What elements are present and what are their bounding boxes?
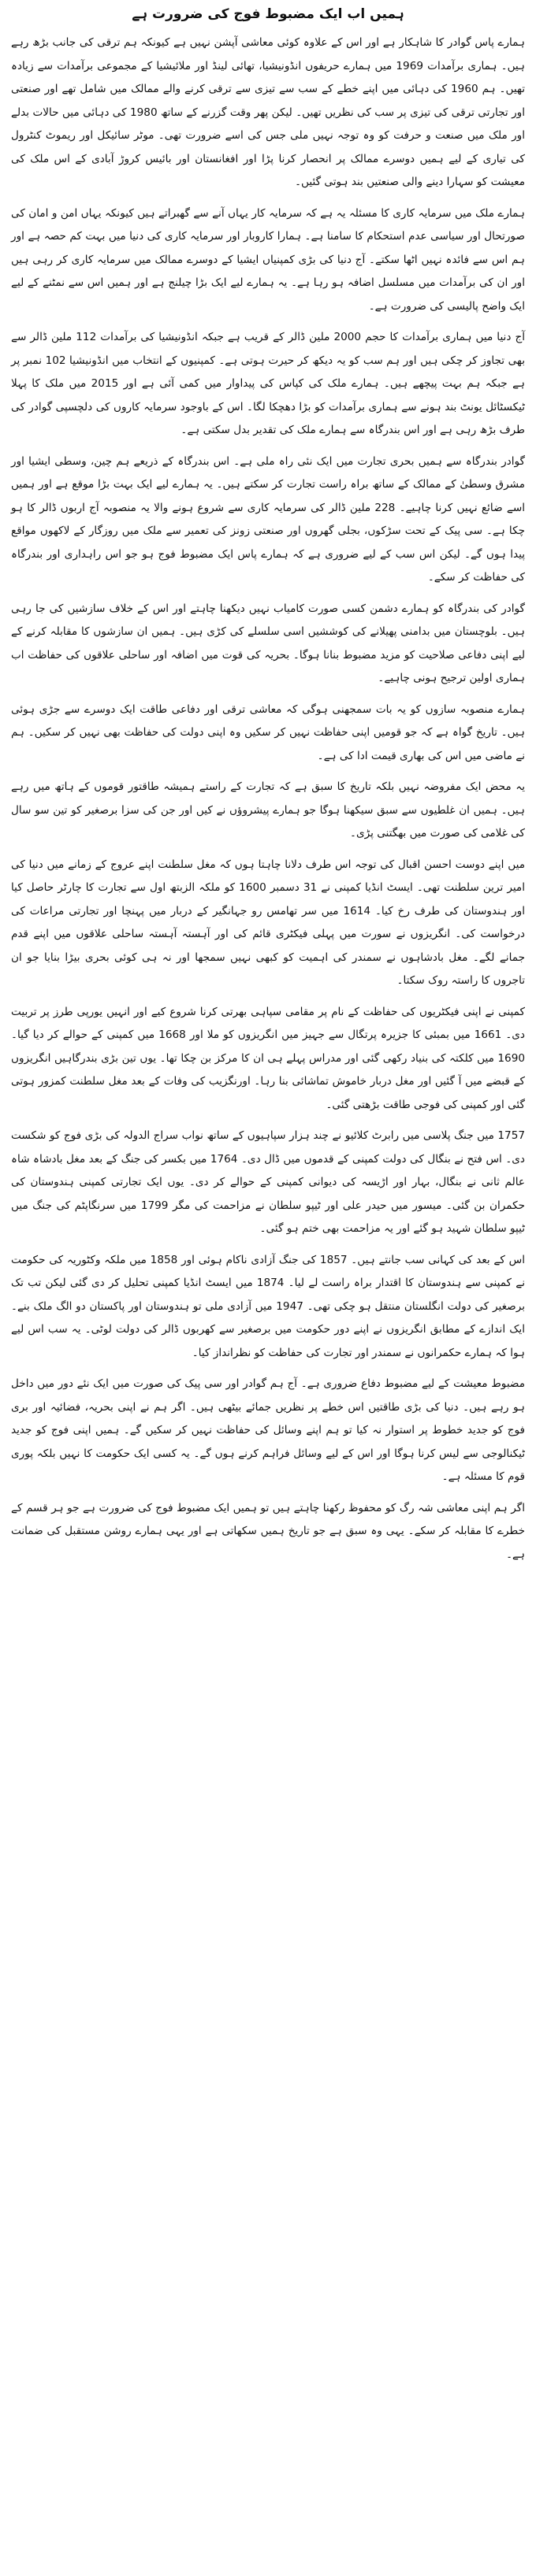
article-paragraph: مضبوط معیشت کے لیے مضبوط دفاع ضروری ہے۔ آج ہم گوادر اور سی پیک کی صورت میں ایک نئے دور میں داخل ہو رہے ہیں۔ دنیا کی بڑی طاقتیں اس خطے پر نظریں جمائے بیٹھی ہیں۔ اگر ہم نے اپنی بحریہ، فضائیہ اور بری فوج کو جدید خطوط پر استوار نہ کیا تو ہم اپنے وسائل کی حفاظت نہیں کر سکیں گے۔ ہمیں اپنی فوج کو جدید ٹیکنالوجی سے لیس کرنا ہوگا اور اس کے لیے وسائل فراہم کرنے ہوں گے۔ یہ کسی ایک حکومت کا نہیں بلکہ پوری قوم کا مسئلہ ہے۔	[11, 1377, 525, 1483]
article-paragraph: ہمارے پاس گوادر کا شاہکار ہے اور اس کے علاوہ کوئی معاشی آپشن نہیں ہے کیونکہ ہم ترقی کی جانب بڑھ رہے ہیں۔ ہماری برآمدات 1969 میں ہمارے حریفوں انڈونیشیا، تھائی لینڈ اور ملائیشیا کے مجموعی برآمدات سے زیادہ تھیں۔ ہم 1960 کی دہائی میں اپنے خطے کے سب سے تیزی سے ترقی کرنے والے ممالک میں شامل تھے اور صنعتی اور تجارتی ترقی کی تیزی پر سب کی نظریں تھیں۔ لیکن پھر وقت گزرنے کے ساتھ 1980 کی دہائی میں حالات بدلے اور ملک میں صنعت و حرفت کو وہ توجہ نہیں ملی جس کی اسے ضرورت تھی۔ موٹر سائیکل اور ریموٹ کنٹرول کی تیاری کے لیے ہمیں دوسرے ممالک پر انحصار کرنا پڑا اور افغانستان اور بائیس کروڑ آبادی کے اس ملک کی معیشت کو سہارا دینے والی صنعتیں بند ہوتی گئیں۔	[11, 36, 526, 188]
article-paragraph: ہمارے منصوبہ سازوں کو یہ بات سمجھنی ہوگی کہ معاشی ترقی اور دفاعی طاقت ایک دوسرے سے جڑی ہوئی ہیں۔ تاریخ گواہ ہے کہ جو قومیں اپنی حفاظت نہیں کر سکیں وہ اپنی دولت کی حفاظت بھی نہیں کر سکیں۔ ہم نے ماضی میں اس کی بھاری قیمت ادا کی ہے۔	[11, 702, 525, 762]
article-paragraph: گوادر بندرگاہ سے ہمیں بحری تجارت میں ایک نئی راہ ملی ہے۔ اس بندرگاہ کے ذریعے ہم چین، وسطی ایشیا اور مشرق وسطیٰ کے ممالک کے ساتھ براہ راست تجارت کر سکتے ہیں۔ یہ ہمارے لیے ایک بہت بڑا موقع ہے اور ہمیں اسے ضائع نہیں کرنا چاہیے۔ 228 ملین ڈالر کی سرمایہ کاری سے شروع ہونے والا یہ منصوبہ آج اربوں ڈالر کا ہو چکا ہے۔ سی پیک کے تحت سڑکوں، بجلی گھروں اور صنعتی زونز کی تعمیر سے ملک میں روزگار کے لاکھوں مواقع پیدا ہوں گے۔ لیکن اس سب کے لیے ضروری ہے کہ ہمارے پاس ایک مضبوط فوج ہو جو اس راہداری اور بندرگاہ کی حفاظت کر سکے۔	[11, 454, 525, 584]
article-paragraph: یہ محض ایک مفروضہ نہیں بلکہ تاریخ کا سبق ہے کہ تجارت کے راستے ہمیشہ طاقتور قوموں کے ہاتھ میں رہے ہیں۔ ہمیں ان غلطیوں سے سبق سیکھنا ہوگا جو ہمارے پیشروؤں نے کیں اور جن کی سزا برصغیر کو تین سو سال کی غلامی کی صورت میں بھگتنی پڑی۔	[11, 780, 525, 840]
article-paragraph: آج دنیا میں ہماری برآمدات کا حجم 2000 ملین ڈالر کے قریب ہے جبکہ انڈونیشیا کی برآمدات 112 ملین ڈالر سے بھی تجاوز کر چکی ہیں اور ہم سب کو یہ دیکھ کر حیرت ہوتی ہے۔ کمپنیوں کے انتخاب میں انڈونیشیا 102 نمبر پر ہے جبکہ ہم بہت پیچھے ہیں۔ ہمارے ملک کی کپاس کی پیداوار میں کمی آئی ہے اور 2015 میں ملک کا پہلا ٹیکسٹائل یونٹ بند ہونے سے ہماری برآمدات کو بڑا دھچکا لگا۔ اس کے باوجود سرمایہ کاروں کی دلچسپی گوادر کی طرف بڑھ رہی ہے اور اس بندرگاہ سے ہمارے ملک کی تقدیر بدل سکتی ہے۔	[11, 331, 526, 436]
article-paragraph: اس کے بعد کی کہانی سب جانتے ہیں۔ 1857 کی جنگ آزادی ناکام ہوئی اور 1858 میں ملکہ وکٹوریہ کی حکومت نے کمپنی سے ہندوستان کا اقتدار براہ راست لے لیا۔ 1874 میں ایسٹ انڈیا کمپنی تحلیل کر دی گئی لیکن تب تک برصغیر کی دولت انگلستان منتقل ہو چکی تھی۔ 1947 میں آزادی ملی تو ہندوستان اور پاکستان دو الگ ملک بنے۔ ایک اندازے کے مطابق انگریزوں نے اپنے دور حکومت میں برصغیر سے کھربوں ڈالر کی دولت لوٹی۔ یہ سب اس لیے ہوا کہ ہمارے حکمرانوں نے سمندر اور تجارت کی حفاظت کو نظرانداز کیا۔	[11, 1253, 525, 1359]
article-paragraph: کمپنی نے اپنی فیکٹریوں کی حفاظت کے نام پر مقامی سپاہی بھرتی کرنا شروع کیے اور انہیں یورپی طرز پر تربیت دی۔ 1661 میں بمبئی کا جزیرہ پرتگال سے جہیز میں انگریزوں کو ملا اور 1668 میں کمپنی کے حوالے کر دیا گیا۔ 1690 میں کلکتہ کی بنیاد رکھی گئی اور مدراس پہلے ہی ان کا مرکز بن چکا تھا۔ یوں تین بڑی بندرگاہیں انگریزوں کے قبضے میں آ گئیں اور مغل دربار خاموش تماشائی بنا رہا۔ اورنگزیب کی وفات کے بعد مغل سلطنت کمزور ہوتی گئی اور کمپنی کی فوجی طاقت بڑھتی گئی۔	[11, 1005, 525, 1111]
article-paragraph: میں اپنے دوست احسن اقبال کی توجہ اس طرف دلانا چاہتا ہوں کہ مغل سلطنت اپنے عروج کے زمانے میں دنیا کی امیر ترین سلطنت تھی۔ ایسٹ انڈیا کمپنی نے 31 دسمبر 1600 کو ملکہ الزبتھ اول سے تجارت کا چارٹر حاصل کیا اور ہندوستان کی طرف رخ کیا۔ 1614 میں سر تھامس رو جہانگیر کے دربار میں پہنچا اور تجارتی مراعات کی درخواست کی۔ انگریزوں نے سورت میں پہلی فیکٹری قائم کی اور آہستہ آہستہ ساحلی علاقوں میں اپنے قدم جمانے لگے۔ مغل بادشاہوں نے سمندر کی اہمیت کو کبھی نہیں سمجھا اور نہ ہی کوئی بحری بیڑا بنایا جو ان تاجروں کا راستہ روک سکتا۔	[11, 858, 526, 987]
article-paragraph: 1757 میں جنگ پلاسی میں رابرٹ کلائیو نے چند ہزار سپاہیوں کے ساتھ نواب سراج الدولہ کی بڑی فوج کو شکست دی۔ اس فتح نے بنگال کی دولت کمپنی کے قدموں میں ڈال دی۔ 1764 میں بکسر کی جنگ کے بعد مغل بادشاہ شاہ عالم ثانی نے بنگال، بہار اور اڑیسہ کی دیوانی کمپنی کے حوالے کر دی۔ یوں ایک تجارتی کمپنی ہندوستان کی حکمران بن گئی۔ میسور میں حیدر علی اور ٹیپو سلطان نے مزاحمت کی مگر 1799 میں سرنگاپٹم کی جنگ میں ٹیپو سلطان شہید ہو گئے اور یہ مزاحمت بھی ختم ہو گئی۔	[11, 1129, 525, 1235]
article-paragraph: اگر ہم اپنی معاشی شہ رگ کو محفوظ رکھنا چاہتے ہیں تو ہمیں ایک مضبوط فوج کی ضرورت ہے جو ہر قسم کے خطرے کا مقابلہ کر سکے۔ یہی وہ سبق ہے جو تاریخ ہمیں سکھاتی ہے اور یہی ہمارے روشن مستقبل کی ضمانت ہے۔	[11, 1501, 525, 1561]
article-paragraph: گوادر کی بندرگاہ کو ہمارے دشمن کسی صورت کامیاب نہیں دیکھنا چاہتے اور اس کے خلاف سازشیں کی جا رہی ہیں۔ بلوچستان میں بدامنی پھیلانے کی کوششیں اسی سلسلے کی کڑی ہیں۔ ہمیں ان سازشوں کا مقابلہ کرنے کے لیے اپنی دفاعی صلاحیت کو مزید مضبوط بنانا ہوگا۔ بحریہ کی قوت میں اضافہ اور ساحلی علاقوں کی حفاظت اب ہماری اولین ترجیح ہونی چاہیے۔	[11, 602, 525, 684]
article-paragraph: ہمارے ملک میں سرمایہ کاری کا مسئلہ یہ ہے کہ سرمایہ کار یہاں آنے سے گھبراتے ہیں کیونکہ یہاں امن و امان کی صورتحال اور سیاسی عدم استحکام کا سامنا ہے۔ ہمارا کاروبار اور سرمایہ کاری کی دنیا میں بہت کم حصہ ہے اور ہم اس سے فائدہ نہیں اٹھا سکتے۔ آج دنیا کی بڑی کمپنیاں ایشیا کے دوسرے ممالک میں سرمایہ کاری کر رہی ہیں اور ان کی برآمدات میں مسلسل اضافہ ہو رہا ہے۔ یہ ہمارے لیے ایک بڑا چیلنج ہے اور ہمیں اس سے نمٹنے کے لیے ایک واضح پالیسی کی ضرورت ہے۔	[11, 206, 525, 313]
article-headline: ہمیں اب ایک مضبوط فوج کی ضرورت ہے	[132, 6, 404, 22]
